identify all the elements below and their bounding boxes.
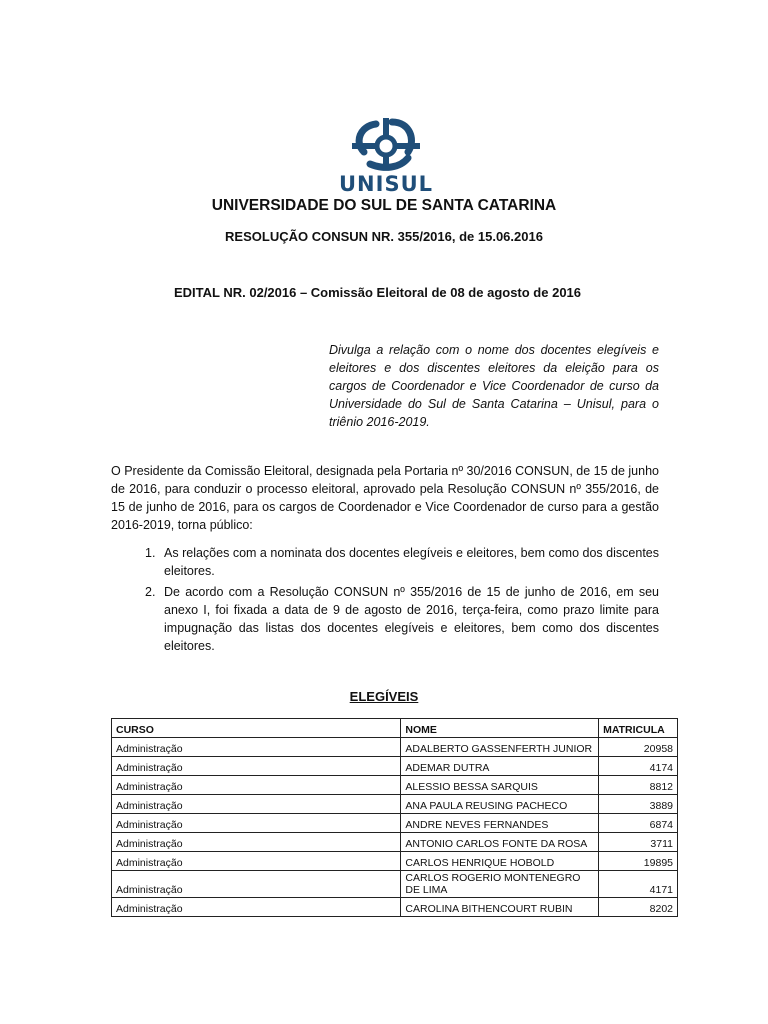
- cell-matricula: 8812: [599, 776, 678, 795]
- list-item-number: 1.: [145, 546, 156, 560]
- cell-matricula: 3889: [599, 795, 678, 814]
- edital-summary: Divulga a relação com o nome dos docentes elegíveis e eleitores e dos discentes eleitores da eleição para os cargos de Coordenador e Vice Coordenador de curso da Universidade do Sul de Santa Catarina – Unisul, para o triênio 2016-2019.: [329, 343, 659, 429]
- table-header-row: [112, 719, 678, 738]
- table-row: [112, 898, 678, 917]
- list-item-text: As relações com a nominata dos docentes elegíveis e eleitores, bem como dos discentes eleitores.: [164, 546, 659, 578]
- table-row: [112, 871, 678, 898]
- table-row: [112, 852, 678, 871]
- cell-curso: Administração: [112, 871, 401, 898]
- numbered-list: [111, 544, 659, 658]
- cell-nome: CARLOS ROGERIO MONTENEGRO DE LIMA: [401, 871, 599, 898]
- cell-curso: Administração: [112, 852, 401, 871]
- column-header-nome: NOME: [401, 719, 599, 738]
- elegiveis-table: [111, 718, 678, 917]
- cell-curso: Administração: [112, 757, 401, 776]
- cell-nome: ADALBERTO GASSENFERTH JUNIOR: [401, 738, 599, 757]
- table-row: [112, 776, 678, 795]
- table-row: [112, 833, 678, 852]
- cell-nome: CAROLINA BITHENCOURT RUBIN: [401, 898, 599, 917]
- cell-nome: CARLOS HENRIQUE HOBOLD: [401, 852, 599, 871]
- cell-matricula: 4174: [599, 757, 678, 776]
- column-header-matricula: MATRICULA: [599, 719, 678, 738]
- cell-curso: Administração: [112, 814, 401, 833]
- list-item-number: 2.: [145, 585, 156, 599]
- university-title: UNIVERSIDADE DO SUL DE SANTA CATARINA: [211, 197, 557, 214]
- cell-curso: Administração: [112, 738, 401, 757]
- table-row: [112, 795, 678, 814]
- section-title: ELEGÍVEIS: [349, 689, 419, 704]
- table-row: [112, 757, 678, 776]
- resolution-title: RESOLUÇÃO CONSUN NR. 355/2016, de 15.06.2016: [225, 229, 543, 244]
- cell-matricula: 3711: [599, 833, 678, 852]
- logo-wordmark: UNISUL: [339, 172, 433, 196]
- list-item-text: De acordo com a Resolução CONSUN nº 355/2016 de 15 de junho de 2016, em seu anexo I, foi fixada a data de 9 de agosto de 2016, terça-feira, como prazo limite para impugnação das listas dos docentes elegíveis e eleitores, bem como dos discentes eleitores.: [164, 585, 659, 653]
- cell-matricula: 19895: [599, 852, 678, 871]
- cell-curso: Administração: [112, 795, 401, 814]
- cell-curso: Administração: [112, 898, 401, 917]
- cell-curso: Administração: [112, 776, 401, 795]
- cell-nome: ADEMAR DUTRA: [401, 757, 599, 776]
- cell-nome: ANTONIO CARLOS FONTE DA ROSA: [401, 833, 599, 852]
- table-row: [112, 814, 678, 833]
- cell-matricula: 8202: [599, 898, 678, 917]
- cell-nome: ALESSIO BESSA SARQUIS: [401, 776, 599, 795]
- unisul-logo-icon: [330, 112, 442, 176]
- intro-paragraph: O Presidente da Comissão Eleitoral, designada pela Portaria nº 30/2016 CONSUN, de 15 de junho de 2016, para conduzir o processo eleitoral, aprovado pela Resolução CONSUN nº 355/2016, de 15 de junho de 2016, para os cargos de Coordenador e Vice Coordenador de curso para a gestão 2016-2019, torna público:: [111, 464, 659, 532]
- table-row: [112, 738, 678, 757]
- cell-curso: Administração: [112, 833, 401, 852]
- unisul-logo: [330, 112, 442, 194]
- cell-matricula: 4171: [599, 871, 678, 898]
- edital-title: EDITAL NR. 02/2016 – Comissão Eleitoral de 08 de agosto de 2016: [174, 285, 582, 300]
- list-item: [111, 544, 659, 580]
- cell-matricula: 20958: [599, 738, 678, 757]
- cell-nome: ANDRE NEVES FERNANDES: [401, 814, 599, 833]
- column-header-curso: CURSO: [112, 719, 401, 738]
- cell-matricula: 6874: [599, 814, 678, 833]
- cell-nome: ANA PAULA REUSING PACHECO: [401, 795, 599, 814]
- list-item: [111, 583, 659, 655]
